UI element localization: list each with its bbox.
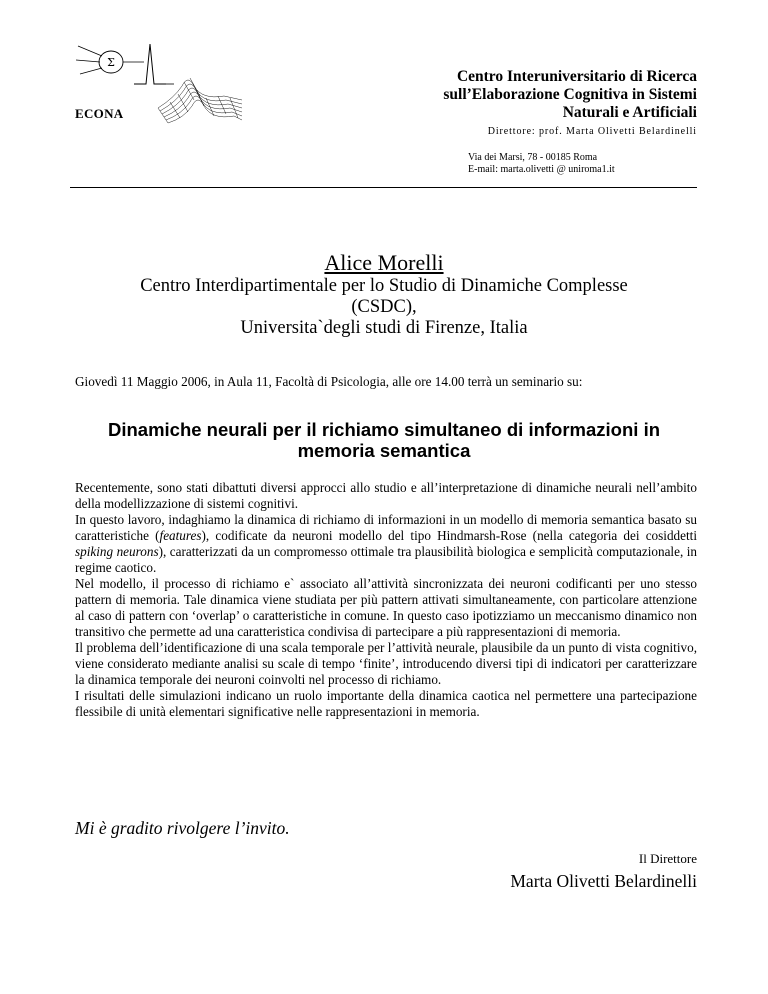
- address-street: Via dei Marsi, 78 - 00185 Roma: [468, 152, 598, 163]
- address-block: [468, 152, 615, 176]
- seminar-title-line: Dinamiche neurali per il richiamo simultaneo di informazioni in: [107, 419, 661, 440]
- affiliation-line: Centro Interdipartimentale per lo Studio di Dinamiche Complesse: [140, 276, 628, 296]
- closing-invitation: Mi è gradito rivolgere l’invito.: [75, 818, 290, 838]
- address-email: E-mail: marta.olivetti @ uniroma1.it: [468, 164, 615, 175]
- abstract-term-spiking: spiking neurons: [75, 544, 159, 559]
- abstract-paragraph: Nel modello, il processo di richiamo e` associato all’attività sincronizzata dei neuroni codificanti per uno stesso pattern di memoria. Tale dinamica viene studiata per più pattern attivati simultaneamente, con particolare attenzione al caso di pattern con ‘overlap’ o caratteristiche in comune. In questo caso ipotizziamo un meccanismo dinamico non transitivo che permette ad una caratteristica condivisa di partecipare a più rappresentazioni di memoria.: [75, 576, 697, 639]
- logo-text: ECONA: [75, 106, 124, 121]
- seminar-announcement: Giovedì 11 Maggio 2006, in Aula 11, Facoltà di Psicologia, alle ore 14.00 terrà un seminario su:: [75, 374, 583, 389]
- abstract-paragraph: Il problema dell’identificazione di una scala temporale per l’attività neurale, plausibile da un punto di vista cognitivo, viene considerato mediante analisi su scale di tempo ‘finite’, introducendo diversi tipi di indicatori per caratterizzare la dinamica temporale dei neuroni coinvolti nel processo di richiamo.: [75, 640, 697, 687]
- organization-line: sull’Elaborazione Cognitiva in Sistemi: [443, 86, 697, 103]
- speaker-name: Alice Morelli: [324, 250, 444, 275]
- affiliation-line: Universita`degli studi di Firenze, Italia: [240, 318, 528, 338]
- seminar-title: [0, 419, 768, 461]
- abstract-text: ), caratterizzati da un compromesso ottimale tra plausibilità biologica e semplicità computazionale, in regime caotico.: [75, 544, 697, 575]
- abstract-text: In questo lavoro, indaghiamo la dinamica di richiamo di informazioni in un modello di memoria semantica basato su caratteristiche (: [75, 512, 697, 543]
- signature-role: Il Direttore: [638, 851, 697, 866]
- signature-name: Marta Olivetti Belardinelli: [510, 871, 697, 891]
- abstract-paragraph: I risultati delle simulazioni indicano un ruolo importante della dinamica caotica nel permettere una partecipazione flessibile di unità elementari significative nelle rappresentazioni in memoria.: [75, 688, 697, 719]
- organization-name: [443, 68, 697, 122]
- abstract-text: ), codificate da neuroni modello del tipo Hindmarsh-Rose (nella categoria dei cosiddetti: [201, 528, 697, 543]
- sigma-symbol: Σ: [107, 56, 115, 69]
- abstract-paragraph: Recentemente, sono stati dibattuti diversi approcci allo studio e all’interpretazione di dinamiche neurali nell’ambito della modellizzazione di sistemi cognitivi.: [75, 480, 697, 511]
- abstract: [75, 480, 697, 720]
- header-divider: [70, 187, 697, 188]
- abstract-paragraph: [75, 512, 697, 576]
- organization-line: Naturali e Artificiali: [562, 104, 697, 121]
- abstract-term-features: features: [159, 528, 202, 543]
- affiliation-line: (CSDC),: [351, 297, 417, 317]
- organization-line: Centro Interuniversitario di Ricerca: [456, 68, 697, 85]
- seminar-title-line: memoria semantica: [297, 440, 471, 461]
- director-line: Direttore: prof. Marta Olivetti Belardinelli: [487, 126, 697, 137]
- speaker-affiliation: [0, 276, 768, 339]
